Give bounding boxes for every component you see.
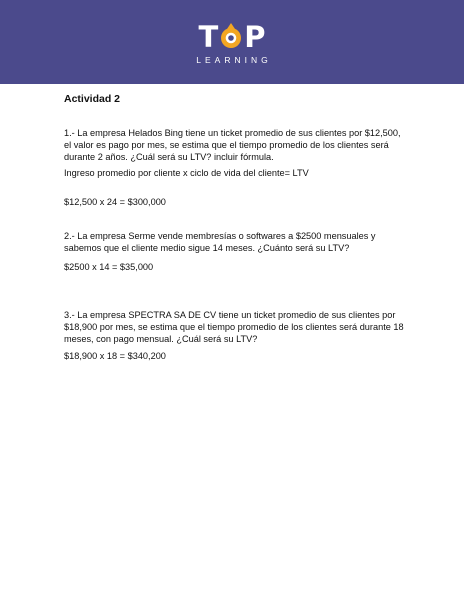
question-2 xyxy=(64,230,404,254)
top-learning-logo xyxy=(0,22,464,65)
question-1-text: 1.- La empresa Helados Bing tiene un ticket promedio de sus clientes por $12,500, el valor es pago por mes, se estima que el tiempo promedio de los clientes será durante 2 años. ¿Cuál será su LTV? incluir fórmula. xyxy=(64,128,401,162)
header-band xyxy=(0,0,464,84)
question-1-answer: $12,500 x 24 = $300,000 xyxy=(64,197,166,207)
question-1-formula: Ingreso promedio por cliente x ciclo de vida del cliente= LTV xyxy=(64,168,309,178)
question-2-text: 2.- La empresa Serme vende membresías o softwares a $2500 mensuales y sabemos que el cliente medio sigue 14 meses. ¿Cuánto será su LTV? xyxy=(64,231,376,253)
question-3-text: 3.- La empresa SPECTRA SA DE CV tiene un ticket promedio de sus clientes por $18,900 por mes, se estima que el tiempo promedio de los clientes será durante 18 meses, con pago mensual. ¿Cuál será su LTV? xyxy=(64,310,404,344)
page-title: Actividad 2 xyxy=(64,93,121,105)
logo-o-flame-icon xyxy=(218,22,244,50)
question-3-answer: $18,900 x 18 = $340,200 xyxy=(64,351,166,361)
question-1 xyxy=(64,127,404,163)
question-3 xyxy=(64,309,404,345)
logo-letters: T P xyxy=(198,20,266,54)
question-2-answer: $2500 x 14 = $35,000 xyxy=(64,262,154,272)
logo-subtitle: LEARNING xyxy=(196,55,272,65)
